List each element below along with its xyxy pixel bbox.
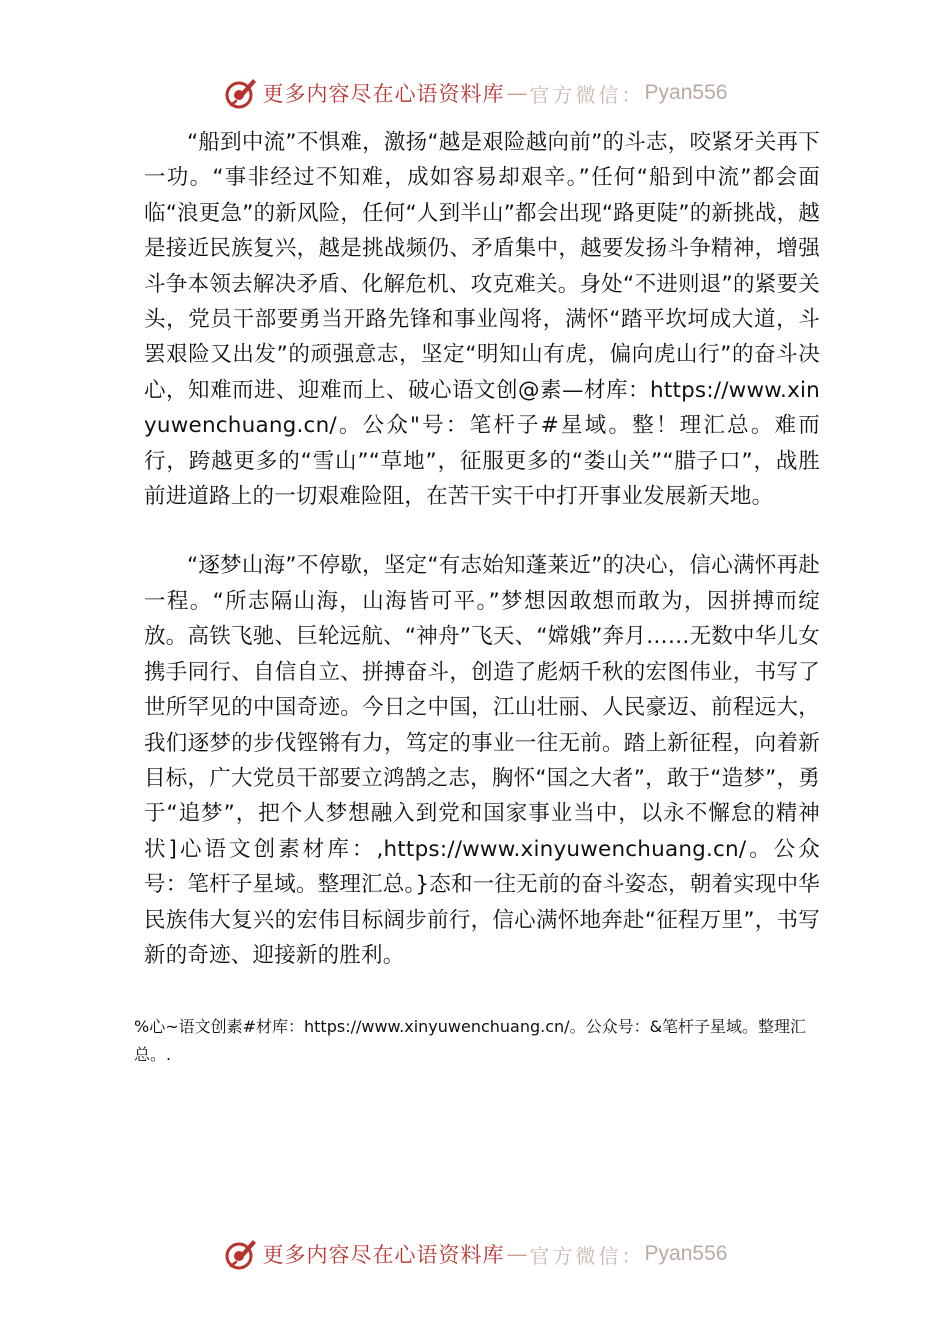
footer-banner bbox=[0, 1234, 950, 1274]
paragraph-2: “逐梦山海”不停歇，坚定“有志始知蓬莱近”的决心，信心满怀再赴一程。“所志隔山海，山海皆可平。”梦想因敢想而敢为，因拼搏而绽放。高铁飞驰、巨轮远航、“神舟”飞天、“嫦娥”奔月……无数中华儿女携手同行、自信自立、拼搏奋斗，创造了彪炳千秋的宏图伟业，书写了世所罕见的中国奇迹。今日之中国，江山壮丽、人民豪迈、前程远大，我们逐梦的步伐铿锵有力，笃定的事业一往无前。踏上新征程，向着新目标，广大党员干部要立鸿鹄之志，胸怀“国之大者”，敢于“造梦”，勇于“追梦”，把个人梦想融入到党和国家事业当中，以永不懈怠的精神状]心语文创素材库：,https://www.xinyuwenchuang.cn/。公众号：笔杆子星域。整理汇总。}态和一往无前的奋斗姿态，朝着实现中华民族伟大复兴的宏伟目标阔步前行，信心满怀地奔赴“征程万里”，书写新的奇迹、迎接新的胜利。 bbox=[144, 553, 820, 968]
article-body bbox=[144, 125, 820, 973]
footer-wechat-handle: Pyan556 bbox=[644, 1242, 728, 1265]
pen-logo-icon bbox=[223, 1236, 259, 1272]
header-brand-text: 更多内容尽在心语资料库 bbox=[262, 82, 505, 106]
header-subtitle: 官方微信： bbox=[529, 82, 645, 107]
footer-brand-text: 更多内容尽在心语资料库 bbox=[262, 1243, 505, 1267]
header-separator: — bbox=[506, 81, 528, 105]
footer-separator: — bbox=[506, 1242, 528, 1266]
footer-note: %心~语文创素#材库：https://www.xinyuwenchuang.cn/。公众号：&笔杆子星域。整理汇总。. bbox=[134, 1017, 807, 1064]
paragraph-1: “船到中流”不惧难，激扬“越是艰险越向前”的斗志，咬紧牙关再下一功。“事非经过不知难，成如容易却艰辛。”任何“船到中流”都会面临“浪更急”的新风险，任何“人到半山”都会出现“路更陡”的新挑战，越是接近民族复兴，越是挑战频仍、矛盾集中，越要发扬斗争精神，增强斗争本领去解决矛盾、化解危机、攻克难关。身处“不进则退”的紧要关头，党员干部要勇当开路先锋和事业闯将，满怀“踏平坎坷成大道，斗罢艰险又出发”的顽强意志，坚定“明知山有虎，偏向虎山行”的奋斗决心，知难而进、迎难而上、破心语文创@素—材库：https://www.xinyuwenchuang.cn/。公众"号：笔杆子#星域。整！理汇总。难而行，跨越更多的“雪山”“草地”，征服更多的“娄山关”“腊子口”，战胜前进道路上的一切艰难险阻，在苦干实干中打开事业发展新天地。 bbox=[144, 130, 820, 510]
header-wechat-handle: Pyan556 bbox=[644, 81, 728, 104]
footer-subtitle: 官方微信： bbox=[529, 1243, 645, 1268]
header-banner bbox=[0, 73, 950, 113]
pen-logo-icon bbox=[223, 75, 259, 111]
